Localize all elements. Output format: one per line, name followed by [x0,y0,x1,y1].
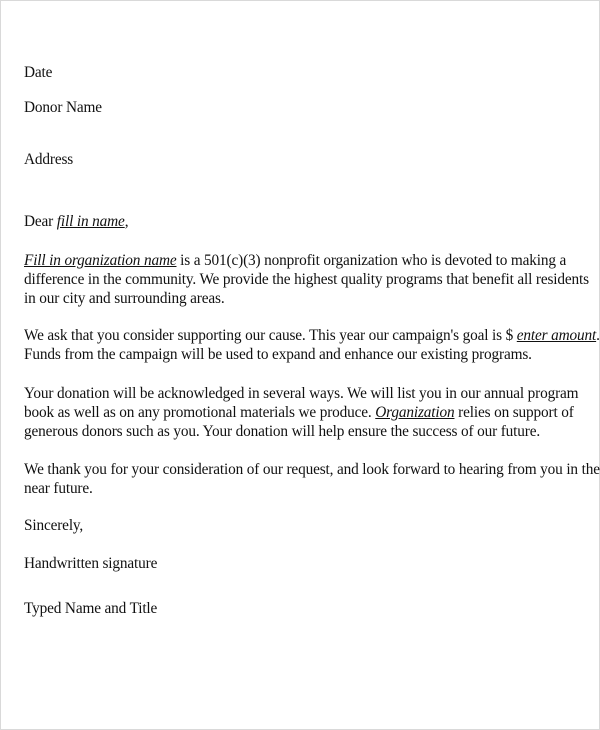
paragraph-thanks [24,460,600,498]
paragraph-line [24,403,584,422]
paragraph-text: . [596,327,600,344]
paragraph-line: difference in the community. We provide the highest quality programs that benefit all residents [24,271,589,288]
date-line: Date [24,64,53,81]
paragraph-line: Your donation will be acknowledged in several ways. We will list you in our annual program [24,385,579,402]
salutation-prefix: Dear [24,213,57,230]
paragraph-line: We thank you for your consideration of our request, and look forward to hearing from you in the [24,461,600,478]
paragraph-acknowledgement [24,384,584,441]
paragraph-text: book as well as on any promotional materials we produce. [24,404,376,421]
organization-placeholder: Organization [375,404,455,421]
typed-name-line: Typed Name and Title [24,600,158,617]
amount-placeholder: enter amount [516,327,597,344]
paragraph-line: Funds from the campaign will be used to expand and enhance our existing programs. [24,346,532,363]
salutation-suffix: , [124,213,129,230]
signature-line: Handwritten signature [24,555,158,572]
paragraph-line [24,251,584,270]
paragraph-introduction [24,251,589,308]
closing: Sincerely, [24,517,84,534]
donor-name-line: Donor Name [24,99,102,116]
paragraph-request [24,326,600,364]
organization-name-placeholder: Fill in organization name [24,252,177,269]
paragraph-line: in our city and surrounding areas. [24,290,225,307]
paragraph-text: We ask that you consider supporting our cause. This year our campaign's goal is $ [24,327,517,344]
paragraph-line [24,326,600,345]
paragraph-text: is a 501(c)(3) nonprofit organization who is devoted to making a [176,252,567,269]
paragraph-text: relies on support of [454,404,574,421]
paragraph-line: generous donors such as you. Your donation will help ensure the success of our future. [24,423,541,440]
name-placeholder: fill in name [56,213,125,230]
paragraph-line: near future. [24,480,93,497]
letter-body [24,63,600,618]
salutation [24,212,584,231]
address-line: Address [24,151,74,168]
